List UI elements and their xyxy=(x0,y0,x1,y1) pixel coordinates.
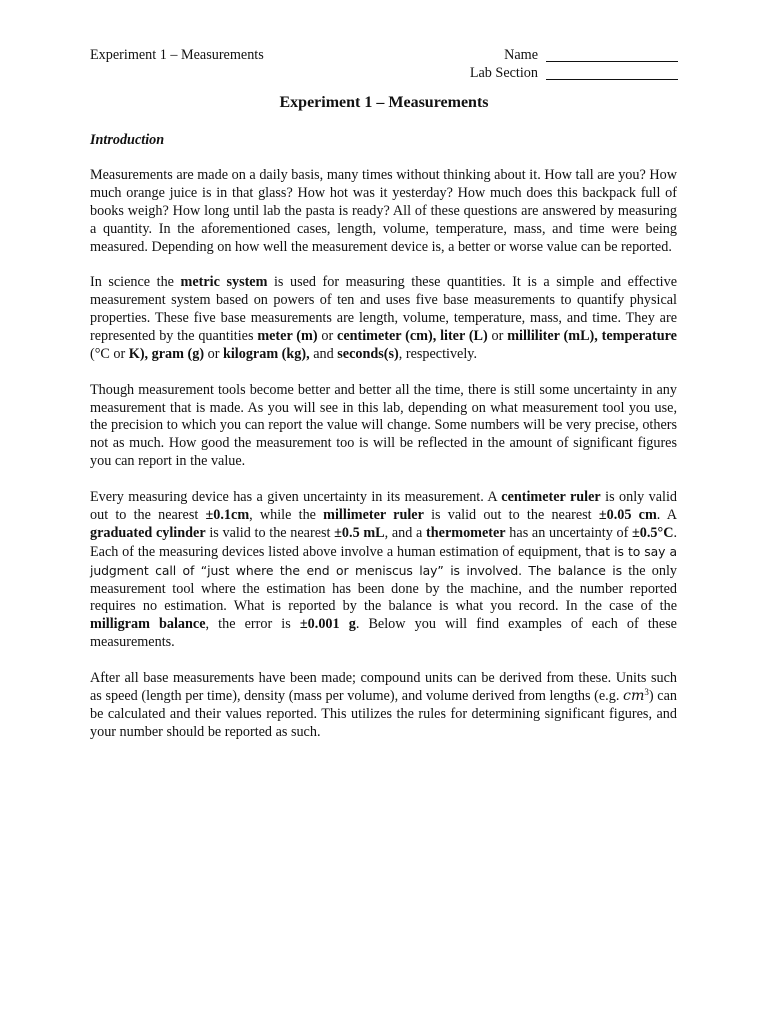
text-run: ) can be calculated and their values reported. This utilizes the rules for determining significant figures, and your number should be reported as such. xyxy=(90,687,677,740)
document-body xyxy=(90,167,677,759)
text-run: or xyxy=(487,328,508,345)
text-run: or xyxy=(109,345,129,362)
text-run: . A xyxy=(656,506,677,523)
bold-term: millimeter ruler xyxy=(323,506,424,523)
text-run: is valid to the nearest xyxy=(205,524,335,541)
section-heading: Introduction xyxy=(90,132,165,148)
bold-term: metric system xyxy=(180,274,268,291)
paragraph-3: Though measurement tools become better and better all the time, there is still some uncertainty in any measurement that is made. As you will see in this lab, depending on what measurement tool you use, the precision to which you can report the value will change. Some numbers will be very precise, others not as much. How good the measurement too is will be reflected in the amount of significant figures you can report in the value. xyxy=(90,381,677,470)
paragraph-2 xyxy=(90,274,677,364)
text-run: After all base measurements have been made; compound units can be derived from these. Units such as speed (length per time), density (mass per volume), and volume derived from lengths (e.g. xyxy=(90,669,677,704)
paragraph-1: Measurements are made on a daily basis, many times without thinking about it. How tall are you? How much orange juice is in that glass? How hot was it yesterday? How much does this backpack full of books weigh? How long until lab the pasta is ready? All of these questions are answered by measuring a quantity. In the aforementioned cases, length, volume, temperature, mass, and time were being measured. Depending on how well the measurement device is, a better or worse value can be reported. xyxy=(90,167,677,255)
bold-term: kilogram (kg), xyxy=(222,345,310,362)
text-run: or xyxy=(204,345,223,362)
student-info-block xyxy=(462,47,678,83)
paragraph-4 xyxy=(90,489,677,652)
bold-term: milliliter (mL), temperature xyxy=(507,328,677,345)
name-label: Name xyxy=(504,47,538,63)
text-run: , respectively. xyxy=(398,345,478,362)
lab-section-blank-line[interactable] xyxy=(546,65,678,80)
text-run: , while the xyxy=(249,506,324,523)
bold-term: graduated cylinder xyxy=(90,524,206,541)
text-run: or xyxy=(317,328,338,345)
text-run: has an uncertainty of xyxy=(505,524,632,541)
bold-term: ±0.1cm xyxy=(205,506,250,523)
paragraph-5 xyxy=(90,670,677,742)
text-run: , the error is xyxy=(205,616,300,633)
lab-section-label: Lab Section xyxy=(469,65,538,81)
text-run: . Below you will find examples of each of these measurements. xyxy=(90,616,677,651)
text-run: . Each of the measuring devices listed above involve a human estimation of equipment, xyxy=(90,524,677,560)
bold-term: ±0.05 cm xyxy=(598,506,657,523)
text-run: is only valid out to the nearest xyxy=(90,488,677,523)
alt-font-text-run: that is to say a judgment call of “just where the end or meniscus lay” is involved. The balance is xyxy=(90,543,677,578)
name-row xyxy=(462,47,678,65)
math-exponent: 3 xyxy=(644,686,649,697)
bold-term: ±0.001 g xyxy=(299,616,356,633)
text-run: is used for measuring these quantities. It is a simple and effective measurement system based on powers of ten and uses five base measurements to quantify physical properties. These five base measurements are length, volume, temperature, mass, and time. They are represented by the quantities xyxy=(90,274,678,345)
name-blank-line[interactable] xyxy=(546,47,678,62)
text-run: Every measuring device has a given uncertainty in its measurement. A xyxy=(90,488,502,505)
running-header-title: Experiment 1 – Measurements xyxy=(90,47,264,63)
bold-term: milligram balance xyxy=(90,616,206,633)
text-run: In science the xyxy=(90,274,181,291)
document-title: Experiment 1 – Measurements xyxy=(279,94,489,111)
text-run: (°C xyxy=(90,345,110,362)
bold-term: K), gram (g) xyxy=(128,345,205,362)
bold-term: centimeter (cm), liter (L) xyxy=(337,328,488,345)
bold-term: meter (m) xyxy=(257,328,318,345)
text-run: is valid out to the nearest xyxy=(423,506,599,523)
bold-term: seconds(s) xyxy=(337,345,399,362)
bold-term: thermometer xyxy=(426,524,506,541)
text-run: , and a xyxy=(384,524,427,541)
math-unit: cm xyxy=(623,687,645,704)
text-run: and xyxy=(309,345,338,362)
text-run: the only measurement tool where the estimation has been done by the machine, and the number reported requires no estimation. What is reported by the balance is what you record. In the case of the xyxy=(90,562,678,615)
bold-term: ±0.5 mL xyxy=(334,524,385,541)
lab-section-row xyxy=(462,65,678,83)
bold-term: ±0.5°C xyxy=(632,524,674,541)
bold-term: centimeter ruler xyxy=(501,488,601,505)
